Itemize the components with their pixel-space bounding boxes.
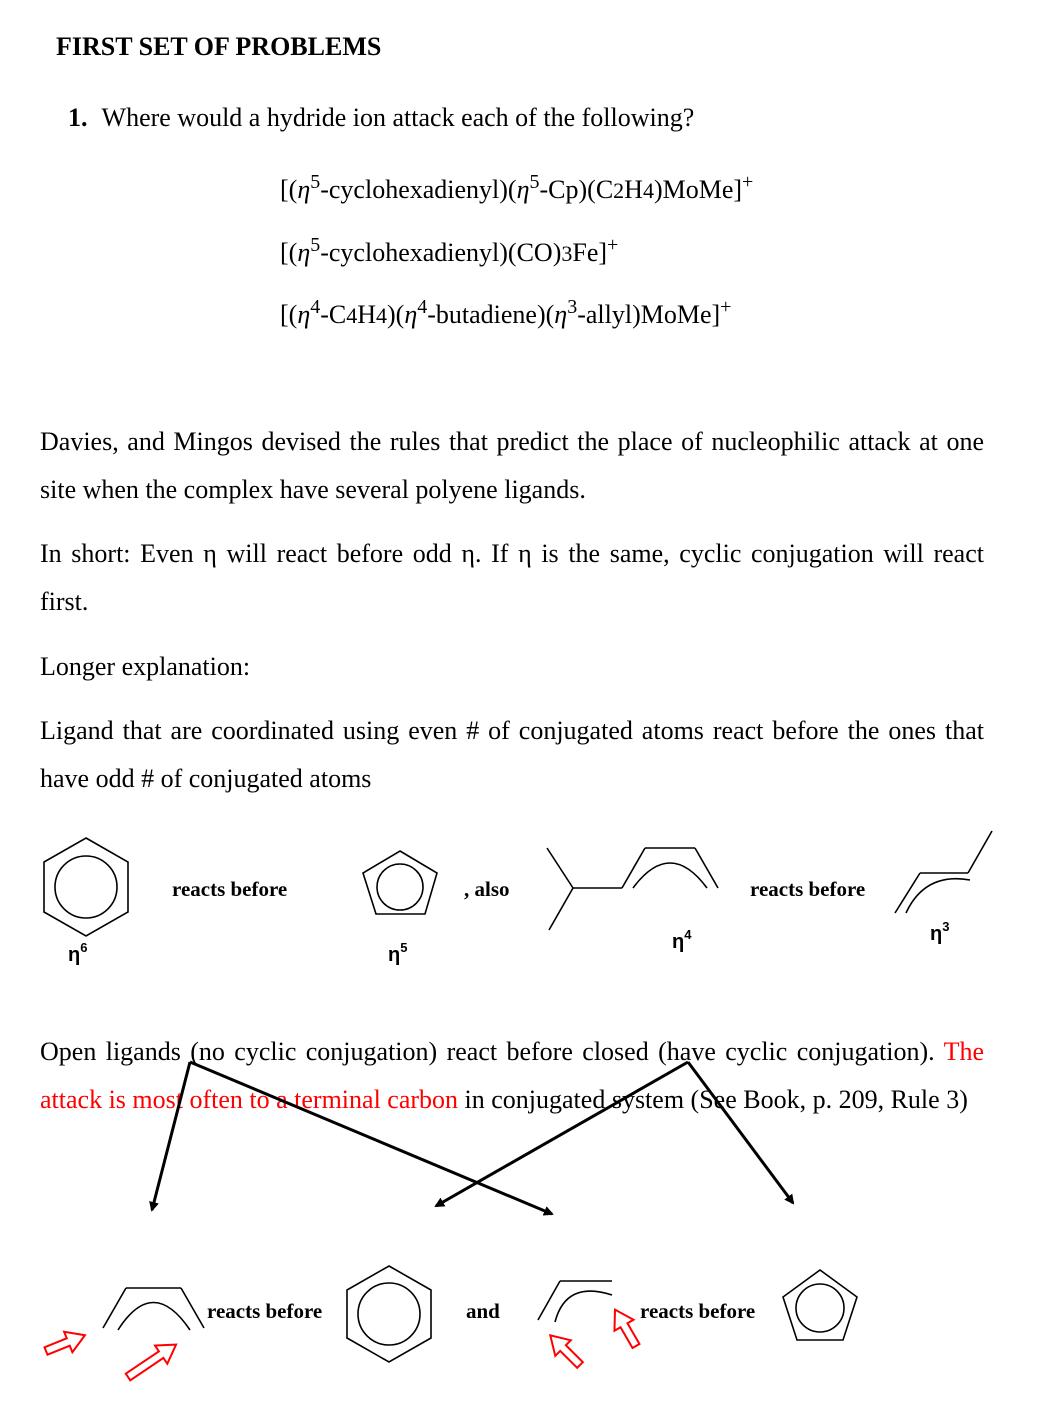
paragraph-in-short: In short: Even η will react before odd η. If η is the same, cyclic conjugation will react first. [40,539,984,616]
eta4-label: $\eta^4$ [672,927,692,953]
reacts-before-label-3: reacts before [207,1299,323,1323]
formula-3: $[(\eta^4-C4H4)(\eta^4-butadiene)(\eta^3-allyl)MoMe]^+$ [280,296,732,329]
terminal-carbon-highlight: The attack is most often to a terminal carbon [40,1037,984,1114]
red-arrow-icon [543,1328,588,1373]
page-title: FIRST SET OF PROBLEMS [56,32,382,61]
red-arrow-icon [42,1325,89,1361]
red-arrow-icon [605,1304,645,1351]
formula-1: $[(\eta^5-cyclohexadienyl)(\eta^5-Cp)(C2H4)MoMe]^+$ [280,171,754,204]
allyl-eta3-structure [895,831,992,913]
reacts-before-label-1: reacts before [172,877,288,901]
question-number: 1. [68,103,88,132]
question-text: Where would a hydride ion attack each of the following? [101,103,695,132]
reacts-before-label-4: reacts before [640,1299,756,1323]
attack-arrows [152,1062,793,1214]
red-arrow-icon [122,1335,182,1386]
formula-2: $[(\eta^5-cyclohexadienyl)(CO)3Fe]^+$ [280,234,619,267]
paragraph-longer-explanation: Longer explanation: [40,652,251,681]
red-attack-arrows [42,1304,646,1386]
butadiene-open-structure [103,1288,204,1330]
allyl-open-structure [538,1281,612,1322]
cyclopentadienyl-structure [783,1270,857,1340]
eta3-label: $\eta^3$ [930,919,950,945]
cyclopentadienyl-eta5-structure [363,851,437,914]
butadiene-eta4-structure [547,848,718,930]
paragraph-open-ligands: Open ligands (no cyclic conjugation) react before closed (have cyclic conjugation). The attack is most often to a terminal carbon in conjugated system (See Book, p. 209, Rule 3) [40,1037,984,1114]
and-label: and [466,1299,500,1323]
eta6-label: $\eta^6$ [68,940,88,966]
eta5-label: $\eta^5$ [388,940,408,966]
benzene-eta6-structure [44,838,128,936]
benzene-structure [347,1266,431,1362]
paragraph-even-odd-rule: Ligand that are coordinated using even # of conjugated atoms react before the ones that have odd # of conjugated atoms [40,716,984,793]
also-label: , also [464,877,510,901]
reacts-before-label-2: reacts before [750,877,866,901]
paragraph-davies-mingos: Davies, and Mingos devised the rules that predict the place of nucleophilic attack at one site when the complex have several polyene ligands. [40,427,984,504]
